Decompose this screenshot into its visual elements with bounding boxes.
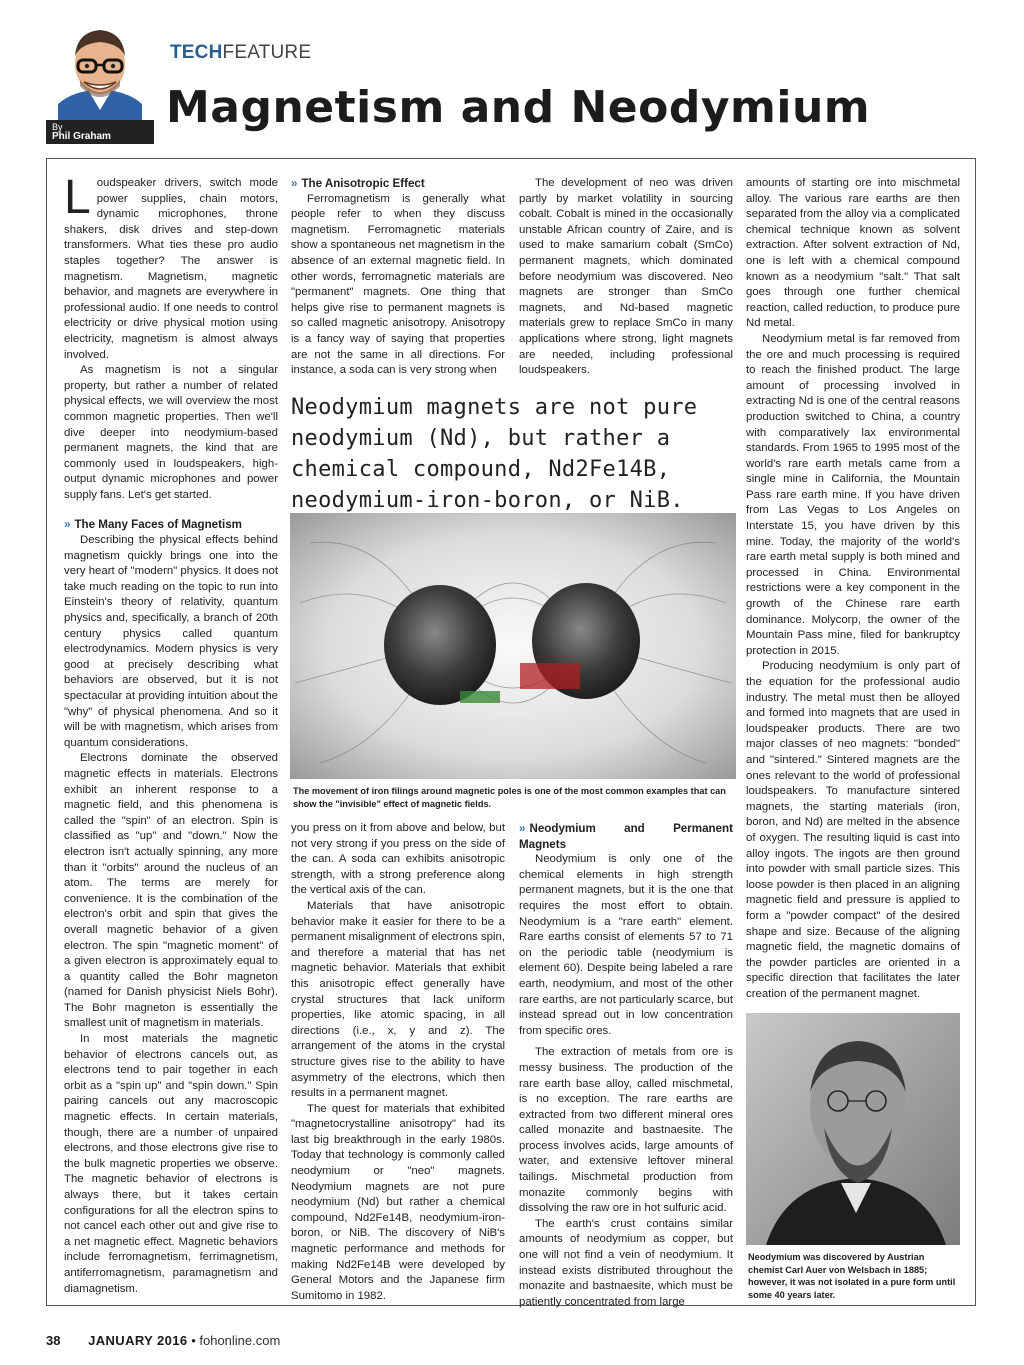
byline-by: By	[52, 122, 63, 132]
page-footer	[46, 1333, 280, 1348]
paragraph: Describing the physical effects behind magnetism quickly brings one into the very heart of "modern" physics. It does not take much reading on the topic to run into Einstein's theory of relativity, quantum physics and, specifically, a branch of 20th century physics called quantum electrodynamics. Modern physics is very good at precisely describing what behaviors are observed, but it is not spectacular at providing intuition about the "why" of physical phenomena. And so it will be with magnetism, which arises from quantum considerations.	[64, 534, 278, 749]
column-4	[746, 176, 960, 1002]
page-number: 38	[46, 1333, 61, 1348]
paragraph: In most materials the magnetic behavior of electrons cancels out, as electrons tend to pair together in each orbit as a "spin up" and "spin down." Spin pairing cancels out any macroscopic magnetic effects. In certain materials, though, there are a number of unpaired electrons, and those electrons give rise to the bulk magnetic properties we observe. The magnetic behavior of electrons is always there, but it takes certain configurations for all the electron spins to not cancel each other out and give rise to a net magnetic effect. Magnetic behaviors include ferromagnetism, ferrimagnetism, antiferromagnetism, paramagnetism and diamagnetism.	[64, 1033, 278, 1295]
paragraph: The quest for materials that exhibited "magnetocrystalline anisotropy" had its last big breakthrough in the early 1980s. Today that technology is commonly called neodymium or "neo" magnets. Neodymium magnets are not pure neodymium (Nd) but rather a chemical compound, Nd2Fe14B, neodymium-iron-boron, or NiB. The discovery of NiB's magnetic performance and methods for making Nd2Fe14B were developed by General Motors and the Japanese firm Sumitomo in 1982.	[291, 1102, 505, 1302]
chevron-double-right-icon: »	[64, 518, 71, 532]
intro-paragraph	[64, 171, 278, 363]
byline-author-name: Phil Graham	[52, 131, 111, 142]
column-3-bottom	[519, 821, 733, 1310]
paragraph: you press on it from above and below, but not very strong if you press on the side of the can. A soda can exhibits anisotropic strength, with a strong preference along the vertical axis of the can.	[291, 822, 505, 897]
subheading-text: Neodymium and Permanent Magnets	[519, 822, 733, 851]
welsbach-portrait-photo	[746, 1013, 960, 1245]
section-tag-tech: TECH	[170, 42, 223, 63]
issue-date: JANUARY 2016	[88, 1333, 188, 1348]
column-2-top	[291, 176, 505, 379]
paragraph: As magnetism is not a singular property, but rather a number of related physical effects, we will overview the most common magnetic properties. Then we'll dive deeper into neodymium-based permanent magnets, the kind that are commonly used in loudspeakers, high-output dynamic microphones and power supply fans. Let's get started.	[64, 364, 278, 501]
column-2-bottom	[291, 821, 505, 1304]
intro-text: oudspeaker drivers, switch mode power supplies, chain motors, dynamic microphones, throne shakers, disk drives and step-down transformers. What ties these pro audio staples together? The answer is magnetism. Magnetism, magnetic behavior, and magnets are everywhere in professional audio. If one needs to control electricity or drive physical motion using electricity, magnetism is almost always involved.	[64, 177, 278, 361]
iron-filings-photo	[290, 513, 736, 779]
figure-caption-iron-filings: The movement of iron filings around magnetic poles is one of the most common examples that can show the "invisible" effect of magnetic fields.	[293, 786, 726, 809]
article-title: Magnetism and Neodymium	[166, 82, 871, 133]
footer-separator: •	[191, 1333, 196, 1348]
section-tag-feature: FEATURE	[222, 42, 312, 63]
paragraph: Materials that have anisotropic behavior make it easier for there to be a permanent misalignment of electrons spin, and therefore a material that has net magnetic behavior. Materials that exhibit this anisotropic effect generally have crystal structures that lack uniform properties, like atomic spacing, in all directions (i.e., x, y and z). The arrangement of the atoms in the crystal structure gives rise to the ability to have asymmetry of the electrons, which then results in a permanent magnet.	[291, 899, 505, 1100]
paragraph: Neodymium metal is far removed from the ore and much processing is required to reach the finished product. The large amount of processing involved in extracting Nd is one of the central reasons production switched to China, a country with comparatively lax environmental standards. From 1965 to 1995 most of the world's rare earth metals came from a single mine in California, the Mountain Pass rare earth mine. If you have driven from Las Vegas to Los Angeles on Interstate 15, you have driven by this mine. Today, the majority of the world's rare earth metal supply is both mined and processed in China. Environmental restrictions were a key component in the growth of the Chinese rare earth dominance. Molycorp, the owner of the Mountain Pass mine, filed for bankruptcy protection in 2015.	[746, 332, 960, 657]
subheading-many-faces	[64, 517, 278, 533]
paragraph: Producing neodymium is only part of the equation for the professional audio industry. The metal must then be alloyed and formed into magnets that are used in loudspeaker products. There are two major classes of neo magnets: "bonded" and "sintered." Sintered magnets are the ones relevant to the world of professional loudspeakers. To manufacture sintered magnets, the starting materials (iron, boron, and Nd) are melted in the absence of oxygen. The resulting liquid is cast into alloy ingots. The ingots are then ground into powder with small particle sizes. This loose powder is then placed in an aligning magnetic field and pressure is applied to form a "powder compact" of the desired shape and size. Because of the aligning magnetic field, the magnetic domains of the powder particles are oriented in a specific direction that facilitates the later creation of the permanent magnet.	[746, 660, 960, 1000]
subheading-text: The Many Faces of Magnetism	[74, 518, 242, 532]
subheading-text: The Anisotropic Effect	[301, 177, 425, 190]
column-3-top	[519, 176, 733, 379]
chevron-double-right-icon: »	[291, 177, 298, 190]
paragraph: Electrons dominate the observed magnetic effects in materials. Electrons exhibit an inherent response to a magnetic field, and this phenomena is called the "spin" of an electron. Spin is classified as "up" and "down." Now the electron isn't actually spinning, any more than it "orbits" around the nucleus of an atom. The terms are merely for convenience. It is the combination of the electron's orbit and spin that gives the overall magnetic behavior of a given electron. The spin "magnetic moment" of a given electron is approximately equal to a quantity called the Bohr magneton (named for Danish physicist Niels Bohr). The Bohr magneton is essentially the smallest unit of magnetism in materials.	[64, 752, 278, 1030]
pull-quote: Neodymium magnets are not pure neodymium (Nd), but rather a chemical compound, Nd2Fe14B, neodymium-iron-boron, or NiB.	[291, 395, 698, 513]
author-caricature-icon	[44, 20, 156, 124]
section-tag	[170, 42, 311, 64]
iron-filings-image-icon	[290, 513, 736, 779]
chevron-double-right-icon: »	[519, 822, 526, 835]
byline	[46, 120, 154, 144]
subheading-anisotropic	[291, 176, 505, 192]
paragraph: The earth's crust contains similar amounts of neodymium as copper, but one will not find a vein of neodymium. It instead exists distributed throughout the monazite and bastnaesite, which must be patiently concentrated from large	[519, 1217, 733, 1308]
figure-caption-portrait: Neodymium was discovered by Austrian chemist Carl Auer von Welsbach in 1885; however, it was not isolated in a pure form until some 40 years later.	[748, 1252, 956, 1300]
paragraph: The extraction of metals from ore is messy business. The production of the rare earth base alloy, called mischmetal, is no exception. The rare earths are extracted from two different mineral ores called monazite and bastnaesite. The process involves acids, large amounts of water, and extensive leftover mineral tailings. Mischmetal production from monazite commonly begins with dissolving the raw ore in hot sulfuric acid.	[519, 1046, 733, 1215]
paragraph: Ferromagnetism is generally what people refer to when they discuss magnetism. Ferromagnetic materials show a spontaneous net magnetism in the absence of an external magnetic field. In other words, ferromagnetic materials are "permanent" magnets. One thing that helps give rise to permanent magnets is so called magnetic anisotropy. Anisotropy is a fancy way of saying that properties are not the same in all directions. For instance, a soda can is very strong when	[291, 192, 505, 377]
drop-cap: L	[64, 171, 91, 224]
paragraph: The development of neo was driven partly by market volatility in sourcing cobalt. Cobalt is mined in the occasionally unstable African country of Zaire, and is used to make samarium cobalt (SmCo) permanent magnets, which dominated before neodymium was discovered. Neo magnets are stronger than SmCo magnets, and Nd-based magnetic materials grew to replace SmCo in many applications where strong, light magnets are needed, including professional loudspeakers.	[519, 177, 733, 377]
column-1	[64, 171, 278, 1297]
paragraph: amounts of starting ore into mischmetal alloy. The various rare earths are then separated from the alloy via a complicated chemical technique known as solvent extraction. After solvent extraction of Nd, one is left with a chemical compound known as a neodymium "salt." That salt goes through one further chemical reaction, called reduction, to produce pure Nd metal.	[746, 177, 960, 330]
paragraph: Neodymium is only one of the chemical elements in high strength permanent magnets, but it is the one that requires the most effort to obtain. Neodymium is a "rare earth" element. Rare earths consist of elements 57 to 71 on the periodic table (neodymium is element 60). Despite being labeled a rare earth, neodymium, and most of the other rare earths, are not particularly scarce, but instead spread out in low concentration from specific ores.	[519, 853, 733, 1037]
subheading-neodymium-permanent	[519, 821, 733, 852]
website-link[interactable]: fohonline.com	[199, 1333, 281, 1348]
portrait-image-icon	[746, 1013, 960, 1245]
